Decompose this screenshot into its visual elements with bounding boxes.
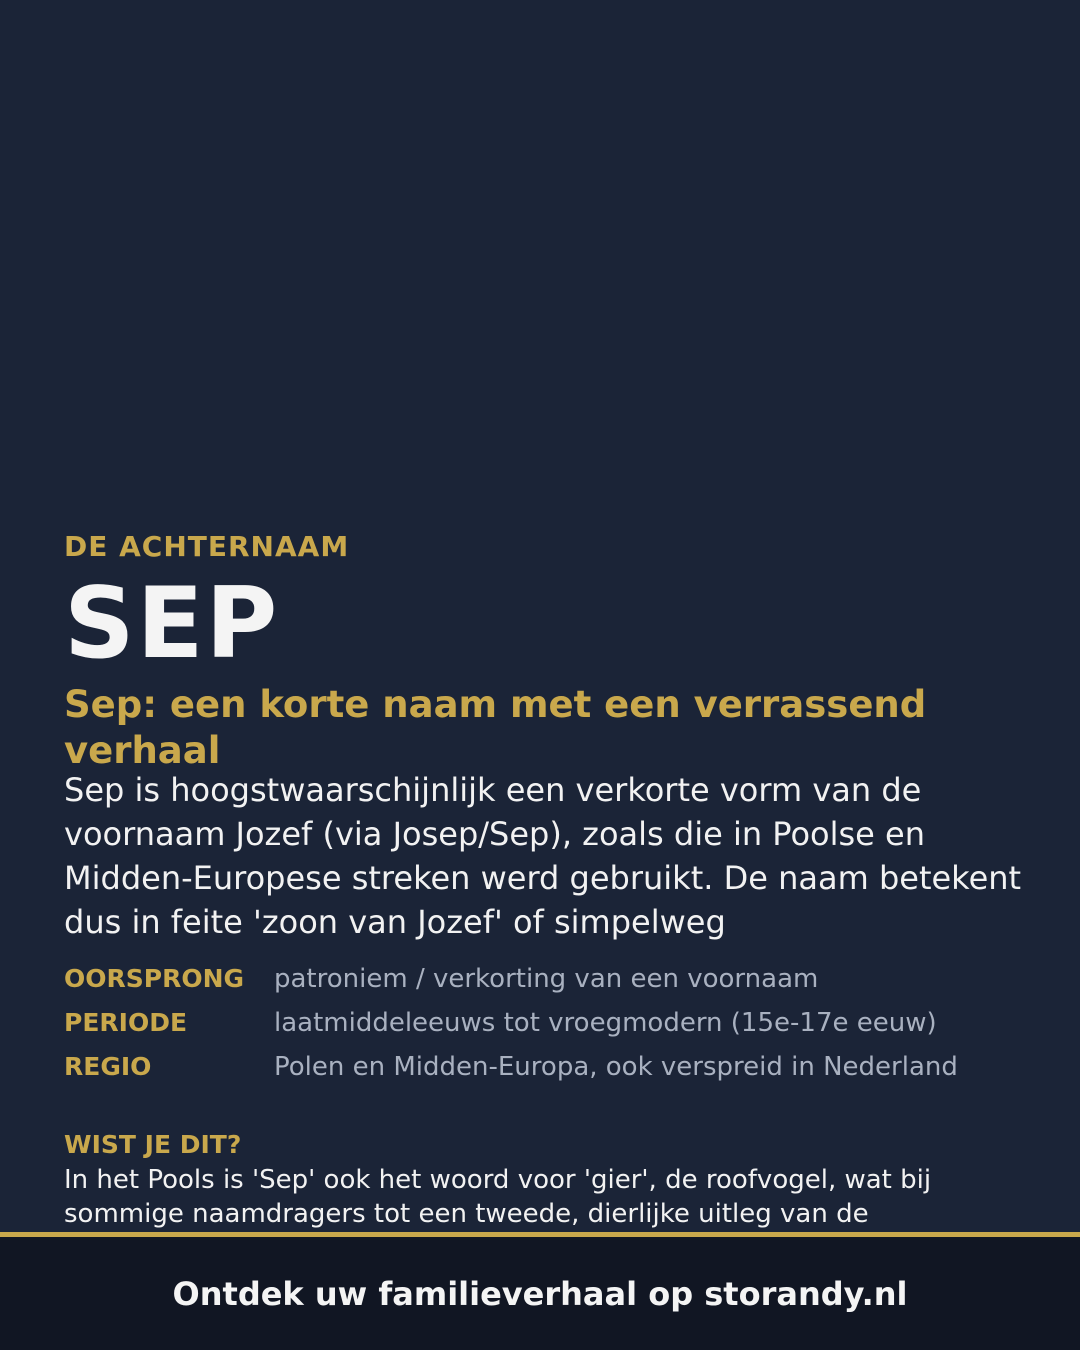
did-you-know-text: In het Pools is 'Sep' ook het woord voor 'gier', de roofvogel, wat bij sommige naamdragers tot een tweede, dierlijke uitleg van de [64,1165,932,1229]
fact-value: patroniem / verkorting van een voornaam [274,964,819,994]
fact-label: REGIO [64,1052,152,1081]
fact-row-region [64,1052,1024,1082]
fact-label: PERIODE [64,1008,188,1037]
fact-value: laatmiddeleeuws tot vroegmodern (15e-17e eeuw) [274,1008,937,1038]
subtitle: Sep: een korte naam met een verrassend verhaal [64,683,927,772]
footer-cta[interactable]: Ontdek uw familieverhaal op storandy.nl [172,1274,908,1313]
did-you-know-label: WIST JE DIT? [64,1130,242,1159]
facts-list [64,964,1024,1096]
fact-label: OORSPRONG [64,964,245,993]
fact-value: Polen en Midden-Europa, ook verspreid in Nederland [274,1052,958,1082]
body-text: Sep is hoogstwaarschijnlijk een verkorte vorm van de voornaam Jozef (via Josep/Sep), zoals die in Poolse en Midden-Europese streken werd gebruikt. De naam betekent dus in feite 'zoon van Jozef' of simpelweg [64,771,1022,941]
footer-banner [0,1237,1080,1350]
fact-row-period [64,1008,1024,1038]
surname-title: SEP [64,567,280,681]
kicker-label: DE ACHTERNAAM [64,530,350,563]
fact-row-origin [64,964,1024,994]
